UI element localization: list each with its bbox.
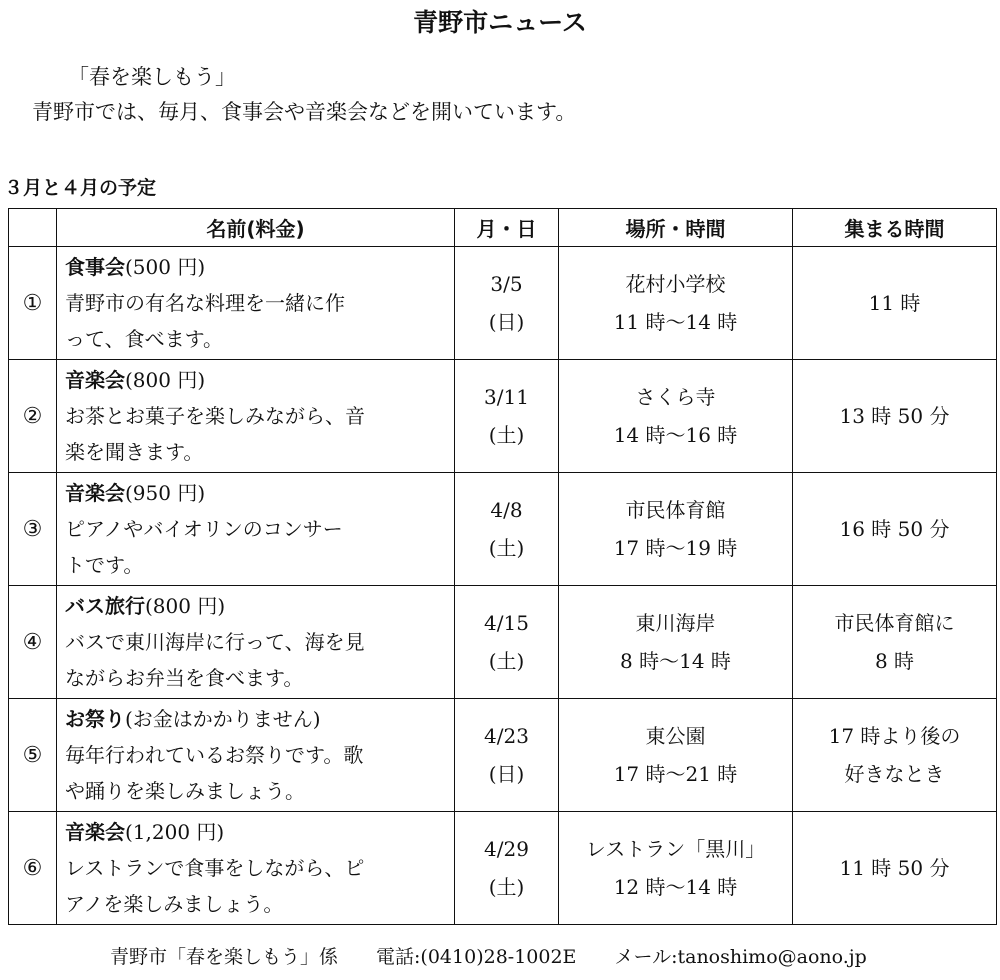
meeting-time-cell [793,247,997,360]
event-place-cell [559,360,793,473]
event-weekday: (土) [488,649,525,673]
event-fee: (950 円) [125,481,206,505]
event-place: さくら寺 [635,385,716,409]
event-time: 11 時～14 時 [613,310,738,334]
event-title: 音楽会 [65,481,125,505]
page-title: 青野市ニュース [413,8,587,37]
event-place: 花村小学校 [625,272,726,296]
event-description-line: ながらお弁当を食べます。 [65,666,304,690]
event-description-line: レストランで食事をしながら、ピ [65,856,365,880]
event-fee: (800 円) [145,594,226,618]
table-row [9,812,997,925]
table-row [9,473,997,586]
row-number: ④ [9,586,57,699]
header-date: 月・日 [455,209,559,247]
event-weekday: (日) [488,762,525,786]
event-weekday: (日) [488,310,525,334]
meeting-time-cell [793,586,997,699]
event-date-cell [455,812,559,925]
event-description-line: や踊りを楽しみましょう。 [65,779,305,803]
header-number [9,209,57,247]
event-description-line: 青野市の有名な料理を一緒に作 [65,291,345,315]
event-name-cell [57,586,455,699]
event-place-cell [559,247,793,360]
header-meeting-time: 集まる時間 [793,209,997,247]
schedule-heading: ３月と４月の予定 [4,177,157,199]
footer-organizer: 青野市「春を楽しもう」係 [110,946,339,968]
meeting-time-cell [793,473,997,586]
meeting-time-line: 市民体育館に [834,611,955,635]
table-row [9,586,997,699]
footer-phone: 電話:(0410)28-1002E [376,946,577,968]
event-weekday: (土) [488,875,525,899]
event-date-cell [455,247,559,360]
event-place-cell [559,812,793,925]
event-place: レストラン「黒川」 [585,837,766,861]
event-description-line: ピアノやバイオリンのコンサー [65,517,343,541]
event-name-cell [57,473,455,586]
event-name-cell [57,247,455,360]
event-time: 8 時～14 時 [620,649,731,673]
table-row [9,699,997,812]
event-weekday: (土) [488,536,525,560]
event-date: 4/8 [490,498,523,522]
intro-heading: 「春を楽しもう」 [68,65,236,89]
event-weekday: (土) [488,423,525,447]
row-number: ⑤ [9,699,57,812]
event-description-line: 楽を聞きます。 [65,440,204,464]
row-number: ⑥ [9,812,57,925]
event-title: バス旅行 [65,594,145,618]
meeting-time-cell [793,812,997,925]
event-name-cell [57,699,455,812]
event-description-line: バスで東川海岸に行って、海を見 [65,630,365,654]
intro-text: 青野市では、毎月、食事会や音楽会などを開いています。 [32,100,577,124]
meeting-time-line: 17 時より後の [828,724,961,748]
contact-footer [110,944,867,970]
event-fee: (800 円) [125,368,206,392]
event-date-cell [455,699,559,812]
event-title: 音楽会 [65,368,125,392]
event-date: 4/29 [484,837,529,861]
event-description-line: って、食べます。 [65,327,223,351]
schedule-table [8,208,997,925]
event-time: 17 時～21 時 [613,762,738,786]
event-date: 3/11 [484,385,529,409]
row-number: ③ [9,473,57,586]
event-title: お祭り [65,707,125,731]
row-number: ② [9,360,57,473]
meeting-time-line: 好きなとき [844,762,945,786]
event-fee: (お金はかかりません) [125,707,321,731]
meeting-time-cell [793,699,997,812]
event-description-line: アノを楽しみましょう。 [65,892,284,916]
event-fee: (1,200 円) [125,820,225,844]
meeting-time-line: 13 時 50 分 [839,404,950,428]
event-place-cell [559,586,793,699]
meeting-time-line: 11 時 [868,291,921,315]
meeting-time-line: 8 時 [874,649,915,673]
event-place: 東公園 [645,724,706,748]
event-place-cell [559,699,793,812]
event-date: 3/5 [490,272,523,296]
meeting-time-line: 16 時 50 分 [839,517,950,541]
table-header-row [9,209,997,247]
event-description-line: お茶とお菓子を楽しみながら、音 [65,404,365,428]
event-date-cell [455,586,559,699]
event-time: 17 時～19 時 [613,536,738,560]
row-number: ① [9,247,57,360]
event-place-cell [559,473,793,586]
event-time: 12 時～14 時 [613,875,738,899]
footer-email: メール:tanoshimo@aono.jp [614,946,867,968]
event-fee: (500 円) [125,255,206,279]
event-date: 4/15 [484,611,529,635]
event-description-line: トです。 [65,553,144,577]
meeting-time-line: 11 時 50 分 [839,856,950,880]
header-place-time: 場所・時間 [559,209,793,247]
event-title: 音楽会 [65,820,125,844]
table-row [9,247,997,360]
event-date-cell [455,473,559,586]
event-name-cell [57,360,455,473]
meeting-time-cell [793,360,997,473]
event-date-cell [455,360,559,473]
table-row [9,360,997,473]
event-name-cell [57,812,455,925]
event-title: 食事会 [65,255,125,279]
event-place: 市民体育館 [625,498,726,522]
event-date: 4/23 [484,724,529,748]
header-name-fee: 名前(料金) [57,209,455,247]
event-place: 東川海岸 [635,611,716,635]
event-description-line: 毎年行われているお祭りです。歌 [65,743,364,767]
event-time: 14 時～16 時 [613,423,738,447]
